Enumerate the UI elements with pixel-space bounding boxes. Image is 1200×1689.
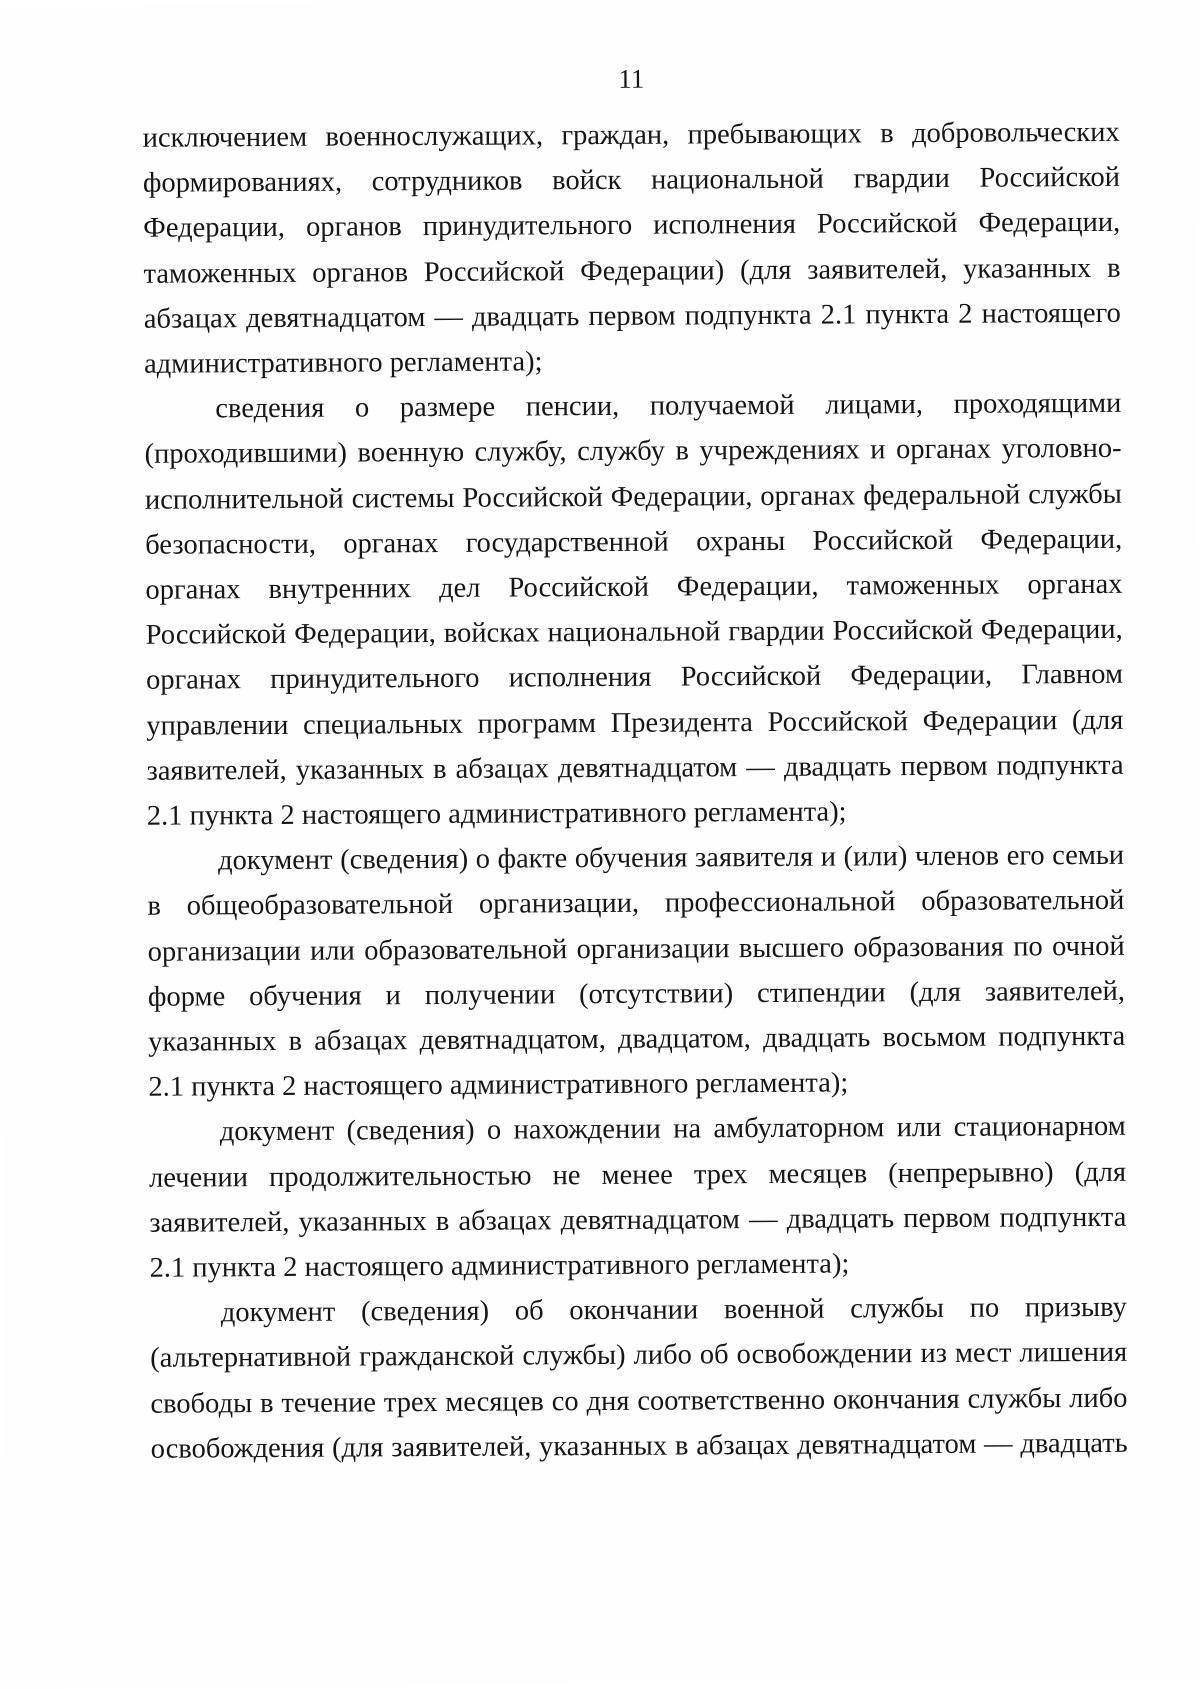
paragraph-education-info: документ (сведения) о факте обучения заявителя и (или) членов его семьи в общеобразовательной организации, профессиональной образовательной организации или образовательной организации высшего образования по очной форме обучения и получении (отсутствии) стипендии (для заявителей, указанных в абзацах девятнадцатом, двадцатом, двадцать восьмом подпункта 2.1 пункта 2 настоящего административного регламента); bbox=[147, 840, 1126, 1104]
paragraph-continuation: исключением военнослужащих, граждан, пребывающих в добровольческих формированиях, сотрудников войск национальной гвардии Российской Федерации, органов принудительного исполнения Российской Федерации, таможенных органов Российской Федерации) (для заявителей, указанных в абзацах девятнадцатом — двадцать первом подпункта 2.1 пункта 2 настоящего административного регламента); bbox=[142, 116, 1121, 380]
paragraph-pension-info: сведения о размере пенсии, получаемой лицами, проходящими (проходившими) военную службу, службу в учреждениях и органах уголовно-исполнительной системы Российской Федерации, органах федеральной службы безопасности, органах государственной охраны Российской Федерации, органах внутренних дел Российской Федерации, таможенных органах Российской Федерации, войсках национальной гвардии Российской Федерации, органах принудительного исполнения Российской Федерации, Главном управлении специальных программ Президента Российской Федерации (для заявителей, указанных в абзацах девятнадцатом — двадцать первом подпункта 2.1 пункта 2 настоящего административного регламента); bbox=[144, 388, 1124, 832]
page-number: 11 bbox=[618, 63, 645, 94]
document-body bbox=[143, 110, 1128, 1472]
paragraph-treatment-info: документ (сведения) о нахождении на амбулаторном или стационарном лечении продолжительностью не менее трех месяцев (непрерывно) (для заявителей, указанных в абзацах девятнадцатом — двадцать первом подпункта 2.1 пункта 2 настоящего административного регламента); bbox=[148, 1111, 1127, 1284]
paragraph-service-end-info: документ (сведения) об окончании военной службы по призыву (альтернативной гражданской службы) либо об освобождении из мест лишения свободы в течение трех месяцев со дня соответственно окончания службы либо освобождения (для заявителей, указанных в абзацах девятнадцатом — двадцать bbox=[150, 1292, 1128, 1465]
